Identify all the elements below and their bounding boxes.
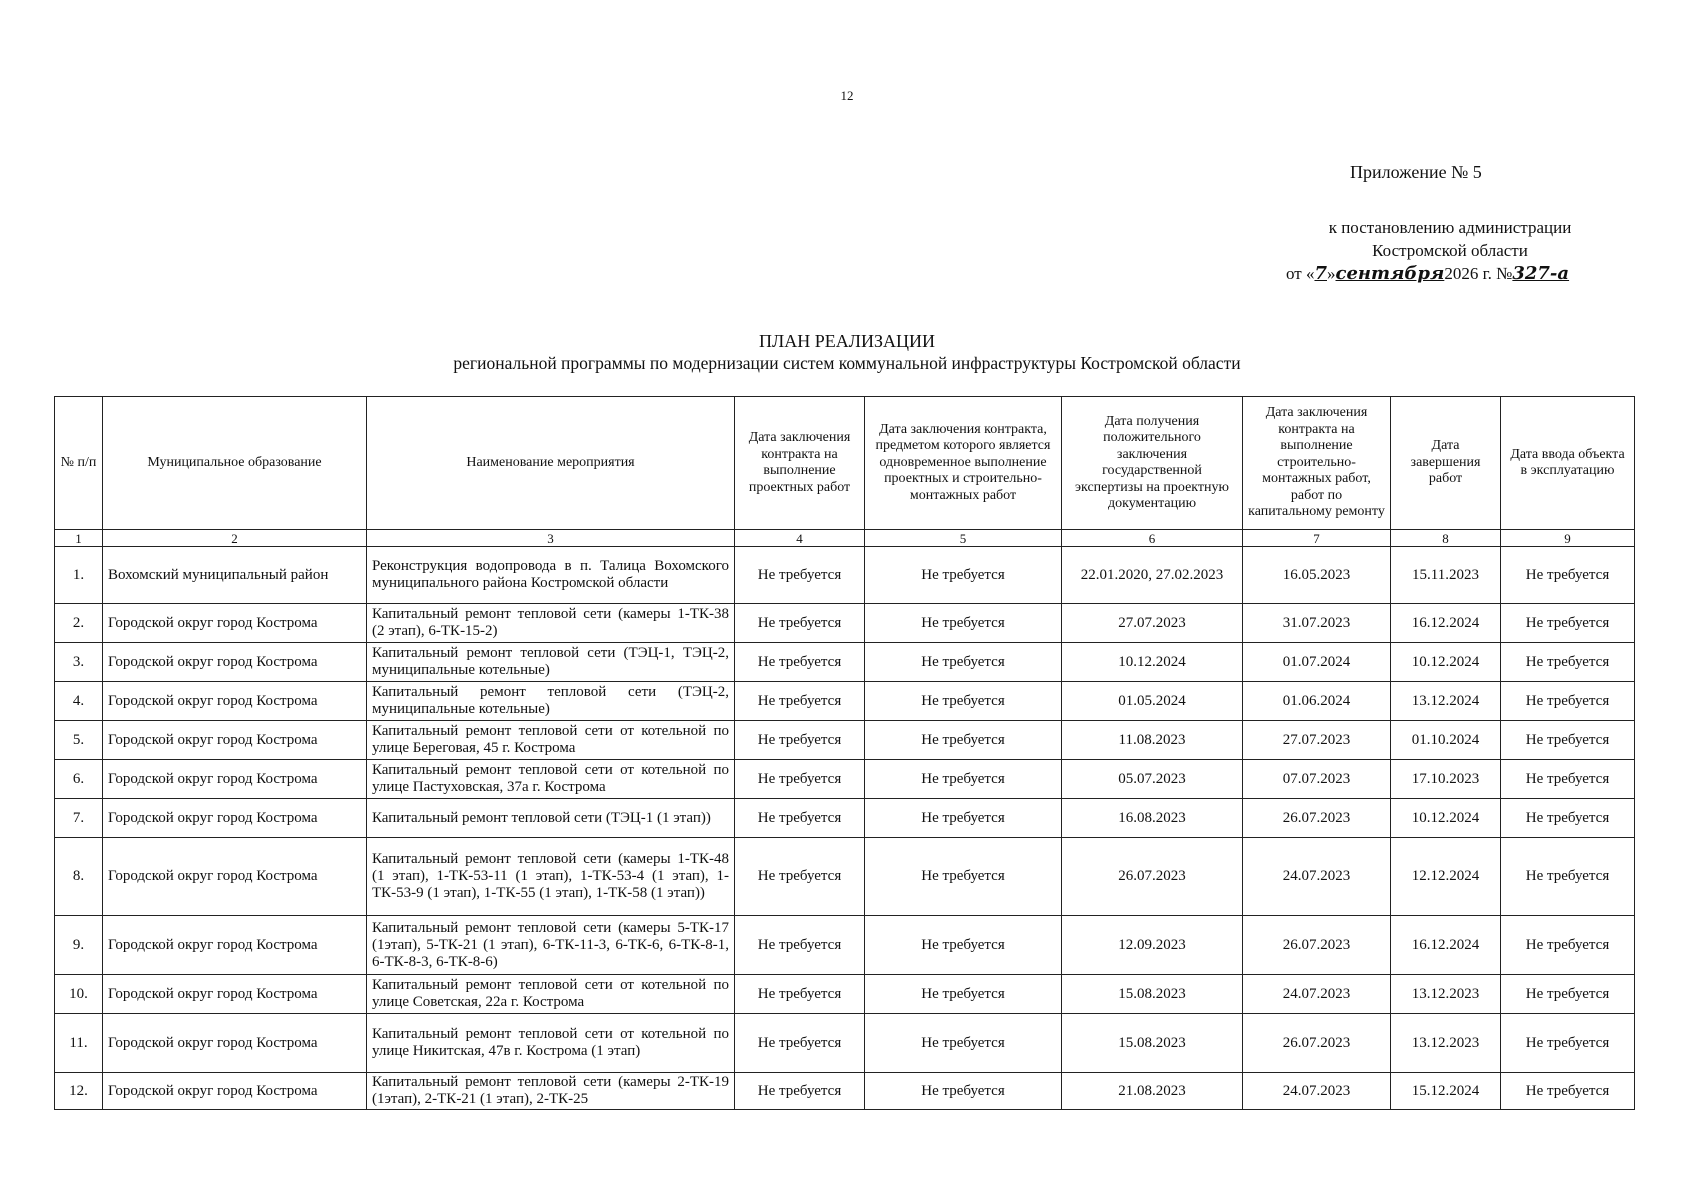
table-row [55, 682, 1635, 721]
municipality-cell: Городской округ город Кострома [103, 838, 367, 916]
column-number: 6 [1062, 530, 1243, 547]
plan-subtitle: региональной программы по модернизации систем коммунальной инфраструктуры Костромской области [453, 353, 1241, 373]
header-cell: Дата заключения контракта, предметом которого является одновременное выполнение проектных и строительно-монтажных работ [865, 397, 1062, 530]
municipality-cell: Городской округ город Кострома [103, 604, 367, 643]
commissioning-date-cell: Не требуется [1501, 838, 1635, 916]
column-number: 1 [55, 530, 103, 547]
table-row [55, 604, 1635, 643]
municipality-cell: Городской округ город Кострома [103, 799, 367, 838]
expertise-date-cell: 26.07.2023 [1062, 838, 1243, 916]
handwritten-number: 327-а [1512, 263, 1570, 284]
plan-table [54, 396, 1635, 1110]
completion-date-cell: 13.12.2024 [1391, 682, 1501, 721]
row-number: 11. [55, 1014, 103, 1073]
expertise-date-cell: 12.09.2023 [1062, 916, 1243, 975]
combined-contract-date-cell: Не требуется [865, 643, 1062, 682]
column-number: 9 [1501, 530, 1635, 547]
measure-name-cell: Капитальный ремонт тепловой сети (камеры 1-ТК-38 (2 этап), 6-ТК-15-2) [367, 604, 735, 643]
table-row [55, 838, 1635, 916]
design-contract-date-cell: Не требуется [735, 799, 865, 838]
combined-contract-date-cell: Не требуется [865, 975, 1062, 1014]
header-cell: № п/п [55, 397, 103, 530]
table-row [55, 643, 1635, 682]
construction-contract-date-cell: 26.07.2023 [1243, 916, 1391, 975]
row-number: 12. [55, 1073, 103, 1110]
date-prefix: от « [1286, 264, 1315, 283]
expertise-date-cell: 22.01.2020, 27.02.2023 [1062, 547, 1243, 604]
combined-contract-date-cell: Не требуется [865, 760, 1062, 799]
commissioning-date-cell: Не требуется [1501, 547, 1635, 604]
approval-date-line [1250, 262, 1650, 285]
table-row [55, 721, 1635, 760]
design-contract-date-cell: Не требуется [735, 1014, 865, 1073]
date-year: 2026 г. № [1444, 264, 1513, 283]
measure-name-cell: Реконструкция водопровода в п. Талица Вохомского муниципального района Костромской области [367, 547, 735, 604]
completion-date-cell: 10.12.2024 [1391, 799, 1501, 838]
combined-contract-date-cell: Не требуется [865, 682, 1062, 721]
design-contract-date-cell: Не требуется [735, 682, 865, 721]
measure-name-cell: Капитальный ремонт тепловой сети от котельной по улице Береговая, 45 г. Кострома [367, 721, 735, 760]
measure-name-cell: Капитальный ремонт тепловой сети (камеры 5-ТК-17 (1этап), 5-ТК-21 (1 этап), 6-ТК-11-3, 6-ТК-6, 6-ТК-8-1, 6-ТК-8-3, 6-ТК-8-6) [367, 916, 735, 975]
header-cell: Дата заключения контракта на выполнение проектных работ [735, 397, 865, 530]
row-number: 10. [55, 975, 103, 1014]
commissioning-date-cell: Не требуется [1501, 760, 1635, 799]
commissioning-date-cell: Не требуется [1501, 1073, 1635, 1110]
municipality-cell: Вохомский муниципальный район [103, 547, 367, 604]
page-number: 12 [840, 88, 854, 103]
table-row [55, 975, 1635, 1014]
table-row [55, 547, 1635, 604]
design-contract-date-cell: Не требуется [735, 1073, 865, 1110]
municipality-cell: Городской округ город Кострома [103, 916, 367, 975]
header-cell: Дата заключения контракта на выполнение строительно-монтажных работ, работ по капитальному ремонту [1243, 397, 1391, 530]
construction-contract-date-cell: 01.06.2024 [1243, 682, 1391, 721]
column-number: 8 [1391, 530, 1501, 547]
completion-date-cell: 16.12.2024 [1391, 604, 1501, 643]
commissioning-date-cell: Не требуется [1501, 1014, 1635, 1073]
construction-contract-date-cell: 27.07.2023 [1243, 721, 1391, 760]
commissioning-date-cell: Не требуется [1501, 916, 1635, 975]
table-row [55, 916, 1635, 975]
construction-contract-date-cell: 01.07.2024 [1243, 643, 1391, 682]
measure-name-cell: Капитальный ремонт тепловой сети (ТЭЦ-2, муниципальные котельные) [367, 682, 735, 721]
row-number: 7. [55, 799, 103, 838]
construction-contract-date-cell: 31.07.2023 [1243, 604, 1391, 643]
completion-date-cell: 15.12.2024 [1391, 1073, 1501, 1110]
commissioning-date-cell: Не требуется [1501, 643, 1635, 682]
approval-block [1250, 216, 1650, 285]
row-number: 5. [55, 721, 103, 760]
municipality-cell: Городской округ город Кострома [103, 1073, 367, 1110]
column-number: 5 [865, 530, 1062, 547]
plan-title: ПЛАН РЕАЛИЗАЦИИ [759, 331, 935, 351]
design-contract-date-cell: Не требуется [735, 916, 865, 975]
municipality-cell: Городской округ город Кострома [103, 760, 367, 799]
construction-contract-date-cell: 24.07.2023 [1243, 1073, 1391, 1110]
design-contract-date-cell: Не требуется [735, 838, 865, 916]
column-number-row [55, 530, 1635, 547]
construction-contract-date-cell: 16.05.2023 [1243, 547, 1391, 604]
completion-date-cell: 16.12.2024 [1391, 916, 1501, 975]
completion-date-cell: 13.12.2023 [1391, 975, 1501, 1014]
expertise-date-cell: 16.08.2023 [1062, 799, 1243, 838]
row-number: 9. [55, 916, 103, 975]
expertise-date-cell: 01.05.2024 [1062, 682, 1243, 721]
combined-contract-date-cell: Не требуется [865, 1073, 1062, 1110]
measure-name-cell: Капитальный ремонт тепловой сети от котельной по улице Советская, 22а г. Кострома [367, 975, 735, 1014]
header-cell: Дата ввода объекта в эксплуатацию [1501, 397, 1635, 530]
table-header-row [55, 397, 1635, 530]
commissioning-date-cell: Не требуется [1501, 721, 1635, 760]
row-number: 4. [55, 682, 103, 721]
municipality-cell: Городской округ город Кострома [103, 643, 367, 682]
construction-contract-date-cell: 26.07.2023 [1243, 1014, 1391, 1073]
header-cell: Дата получения положительного заключения государственной экспертизы на проектную документацию [1062, 397, 1243, 530]
design-contract-date-cell: Не требуется [735, 760, 865, 799]
column-number: 7 [1243, 530, 1391, 547]
row-number: 2. [55, 604, 103, 643]
row-number: 6. [55, 760, 103, 799]
municipality-cell: Городской округ город Кострома [103, 721, 367, 760]
combined-contract-date-cell: Не требуется [865, 799, 1062, 838]
design-contract-date-cell: Не требуется [735, 547, 865, 604]
design-contract-date-cell: Не требуется [735, 721, 865, 760]
combined-contract-date-cell: Не требуется [865, 547, 1062, 604]
design-contract-date-cell: Не требуется [735, 604, 865, 643]
appendix-title: Приложение № 5 [1350, 162, 1482, 182]
table-row [55, 1014, 1635, 1073]
commissioning-date-cell: Не требуется [1501, 682, 1635, 721]
row-number: 8. [55, 838, 103, 916]
completion-date-cell: 01.10.2024 [1391, 721, 1501, 760]
combined-contract-date-cell: Не требуется [865, 916, 1062, 975]
row-number: 1. [55, 547, 103, 604]
table-row [55, 1073, 1635, 1110]
combined-contract-date-cell: Не требуется [865, 604, 1062, 643]
header-cell: Дата завершения работ [1391, 397, 1501, 530]
completion-date-cell: 12.12.2024 [1391, 838, 1501, 916]
completion-date-cell: 13.12.2023 [1391, 1014, 1501, 1073]
row-number: 3. [55, 643, 103, 682]
combined-contract-date-cell: Не требуется [865, 1014, 1062, 1073]
header-cell: Наименование мероприятия [367, 397, 735, 530]
combined-contract-date-cell: Не требуется [865, 838, 1062, 916]
expertise-date-cell: 21.08.2023 [1062, 1073, 1243, 1110]
approval-line-1: к постановлению администрации [1328, 218, 1572, 237]
commissioning-date-cell: Не требуется [1501, 975, 1635, 1014]
measure-name-cell: Капитальный ремонт тепловой сети (камеры 1-ТК-48 (1 этап), 1-ТК-53-11 (1 этап), 1-ТК-53-4 (1 этап), 1-ТК-53-9 (1 этап), 1-ТК-55 (1 этап), 1-ТК-58 (1 этап)) [367, 838, 735, 916]
municipality-cell: Городской округ город Кострома [103, 1014, 367, 1073]
handwritten-day: 7 [1314, 263, 1327, 284]
expertise-date-cell: 15.08.2023 [1062, 1014, 1243, 1073]
municipality-cell: Городской округ город Кострома [103, 682, 367, 721]
measure-name-cell: Капитальный ремонт тепловой сети (камеры 2-ТК-19 (1этап), 2-ТК-21 (1 этап), 2-ТК-25 [367, 1073, 735, 1110]
measure-name-cell: Капитальный ремонт тепловой сети (ТЭЦ-1, ТЭЦ-2, муниципальные котельные) [367, 643, 735, 682]
expertise-date-cell: 15.08.2023 [1062, 975, 1243, 1014]
approval-line-2: Костромской области [1372, 241, 1528, 260]
column-number: 4 [735, 530, 865, 547]
column-number: 2 [103, 530, 367, 547]
completion-date-cell: 10.12.2024 [1391, 643, 1501, 682]
combined-contract-date-cell: Не требуется [865, 721, 1062, 760]
construction-contract-date-cell: 24.07.2023 [1243, 975, 1391, 1014]
commissioning-date-cell: Не требуется [1501, 799, 1635, 838]
expertise-date-cell: 27.07.2023 [1062, 604, 1243, 643]
measure-name-cell: Капитальный ремонт тепловой сети (ТЭЦ-1 (1 этап)) [367, 799, 735, 838]
date-separator: » [1327, 264, 1336, 283]
column-number: 3 [367, 530, 735, 547]
municipality-cell: Городской округ город Кострома [103, 975, 367, 1014]
completion-date-cell: 17.10.2023 [1391, 760, 1501, 799]
measure-name-cell: Капитальный ремонт тепловой сети от котельной по улице Пастуховская, 37а г. Кострома [367, 760, 735, 799]
table-row [55, 799, 1635, 838]
expertise-date-cell: 10.12.2024 [1062, 643, 1243, 682]
expertise-date-cell: 05.07.2023 [1062, 760, 1243, 799]
commissioning-date-cell: Не требуется [1501, 604, 1635, 643]
design-contract-date-cell: Не требуется [735, 975, 865, 1014]
header-cell: Муниципальное образование [103, 397, 367, 530]
construction-contract-date-cell: 26.07.2023 [1243, 799, 1391, 838]
table-row [55, 760, 1635, 799]
measure-name-cell: Капитальный ремонт тепловой сети от котельной по улице Никитская, 47в г. Кострома (1 этап) [367, 1014, 735, 1073]
construction-contract-date-cell: 24.07.2023 [1243, 838, 1391, 916]
completion-date-cell: 15.11.2023 [1391, 547, 1501, 604]
handwritten-month: сентября [1335, 263, 1445, 284]
design-contract-date-cell: Не требуется [735, 643, 865, 682]
expertise-date-cell: 11.08.2023 [1062, 721, 1243, 760]
construction-contract-date-cell: 07.07.2023 [1243, 760, 1391, 799]
